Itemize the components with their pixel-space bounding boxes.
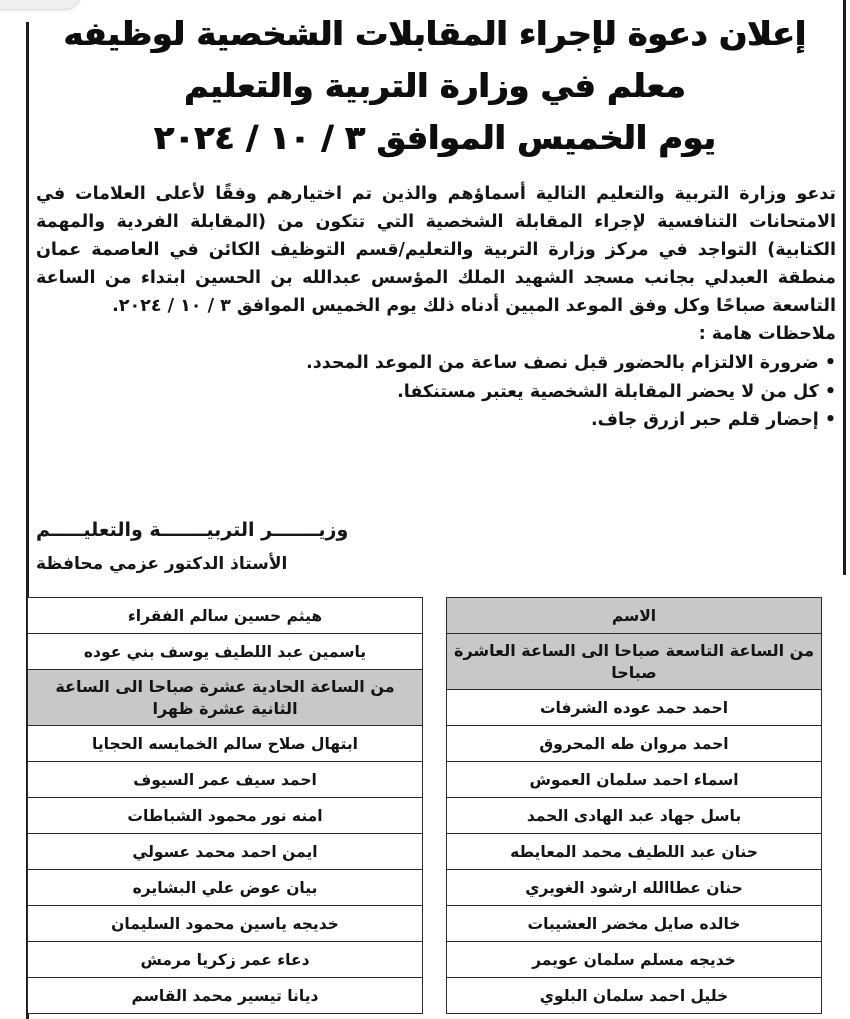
names-table-session-1 — [446, 597, 822, 1014]
table-row — [28, 726, 423, 762]
table-row — [447, 906, 822, 942]
table-row — [28, 978, 423, 1014]
name-cell: ايمن احمد محمد عسولي — [28, 834, 423, 870]
session-label: من الساعة التاسعة صباحا الى الساعة العاشرة صباحا — [447, 634, 822, 690]
table-row — [447, 834, 822, 870]
announcement-title — [40, 8, 830, 164]
table-row — [447, 690, 822, 726]
window-corner-overlay — [0, 0, 80, 10]
table-row — [447, 798, 822, 834]
name-cell: ياسمين عبد اللطيف يوسف بني عوده — [28, 634, 423, 670]
table-row — [447, 978, 822, 1014]
signature-name: الأستاذ الدكتور عزمي محافظة — [36, 554, 288, 574]
session-row — [447, 634, 822, 690]
name-cell: خديجه ياسين محمود السليمان — [28, 906, 423, 942]
table-row — [28, 834, 423, 870]
table-row — [28, 634, 423, 670]
name-cell: اسماء احمد سلمان العموش — [447, 762, 822, 798]
name-cell: حنان عطاالله ارشود الغويري — [447, 870, 822, 906]
name-cell: ابتهال صلاح سالم الخمايسه الحجايا — [28, 726, 423, 762]
table-row — [28, 906, 423, 942]
session-label: من الساعة الحادية عشرة صباحا الى الساعة الثانية عشرة ظهرا — [28, 670, 423, 726]
name-cell: خالده صايل مخضر العشيبات — [447, 906, 822, 942]
body-paragraph: تدعو وزارة التربية والتعليم التالية أسماؤهم والذين تم اختيارهم وفقًا لأعلى العلامات في الامتحانات التنافسية لإجراء المقابلة الشخصية التي تتكون من (المقابلة الفردية والمهمة الكتابية) التواجد في مركز وزارة التربية والتعليم/قسم التوظيف الكائن في العاصمة عمان منطقة العبدلي بجانب مسجد الشهيد الملك المؤسس عبدالله بن الحسين ابتداء من الساعة التاسعة صباحًا وكل وفق الموعد المبين أدناه ذلك يوم الخميس الموافق ٣ / ١٠ / ٢٠٢٤. — [36, 184, 836, 316]
name-cell: احمد سيف عمر السيوف — [28, 762, 423, 798]
note-item: • إحضار قلم حبر ازرق جاف. — [36, 406, 836, 435]
table-row — [28, 942, 423, 978]
note-item: • ضرورة الالتزام بالحضور قبل نصف ساعة من الموعد المحدد. — [36, 349, 836, 378]
name-cell: احمد حمد عوده الشرفات — [447, 690, 822, 726]
name-cell: احمد مروان طه المحروق — [447, 726, 822, 762]
name-cell: باسل جهاد عبد الهادى الحمد — [447, 798, 822, 834]
table-row — [28, 598, 423, 634]
frame-border-right — [843, 0, 846, 575]
name-cell: خليل احمد سلمان البلوي — [447, 978, 822, 1014]
table-row — [28, 798, 423, 834]
name-cell: امنه نور محمود الشباطات — [28, 798, 423, 834]
announcement-body — [36, 180, 836, 435]
names-table-session-2 — [27, 597, 423, 1014]
table-row — [28, 762, 423, 798]
signature-role: وزيـــــــر التربيـــــــة والتعليـــــم — [36, 519, 349, 541]
notes-title: ملاحظات هامة : — [698, 324, 836, 344]
title-line-1: إعلان دعوة لإجراء المقابلات الشخصية لوظيفه — [63, 14, 807, 53]
title-line-3-date: يوم الخميس الموافق ٣ / ١٠ / ٢٠٢٤ — [154, 118, 716, 157]
table-header-row — [447, 598, 822, 634]
name-cell: ديانا تيسير محمد القاسم — [28, 978, 423, 1014]
table-row — [447, 942, 822, 978]
session-row — [28, 670, 423, 726]
name-cell: هيثم حسين سالم الفقراء — [28, 598, 423, 634]
note-item: • كل من لا يحضر المقابلة الشخصية يعتبر مستنكفا. — [36, 378, 836, 407]
name-cell: حنان عبد اللطيف محمد المعايطه — [447, 834, 822, 870]
title-line-2: معلم في وزارة التربية والتعليم — [184, 66, 686, 105]
table-row — [28, 870, 423, 906]
column-header-name: الاسم — [447, 598, 822, 634]
name-cell: خديجه مسلم سلمان عويمر — [447, 942, 822, 978]
name-cell: دعاء عمر زكريا مرمش — [28, 942, 423, 978]
table-row — [447, 762, 822, 798]
table-row — [447, 870, 822, 906]
name-cell: بيان عوض علي البشايره — [28, 870, 423, 906]
signature-block — [36, 514, 416, 580]
notes-list — [36, 349, 836, 435]
table-row — [447, 726, 822, 762]
